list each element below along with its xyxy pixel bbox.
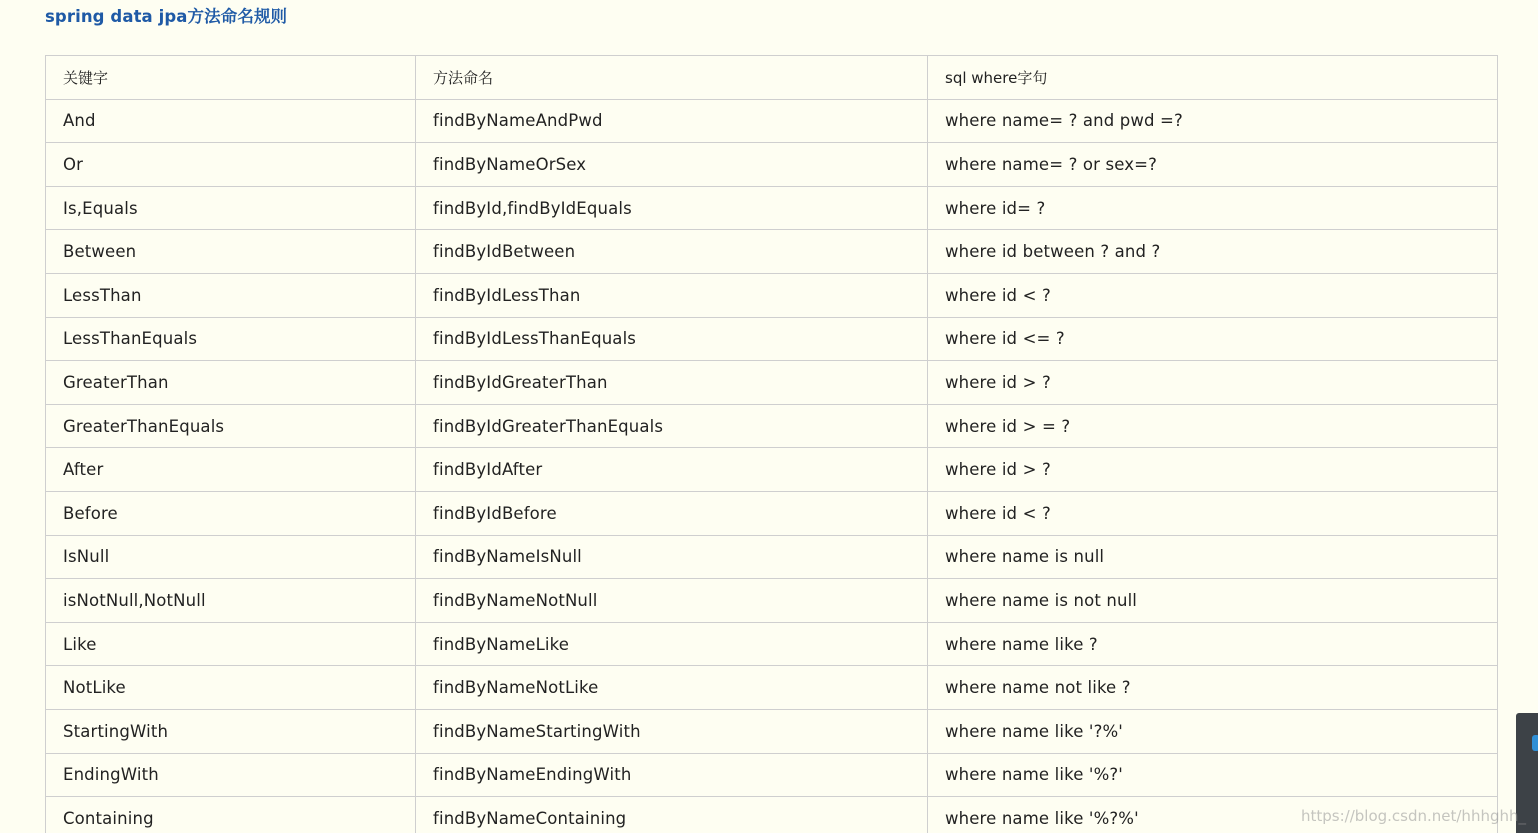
header-keyword: 关键字 <box>46 56 416 100</box>
toolbar-icon <box>1532 735 1538 751</box>
keyword-cell: Before <box>46 491 416 535</box>
sql-where-cell: where name= ? and pwd =? <box>928 99 1498 143</box>
table-header-row <box>46 56 1498 100</box>
sql-where-cell: where id between ? and ? <box>928 230 1498 274</box>
keyword-cell: Or <box>46 143 416 187</box>
sql-where-cell: where id <= ? <box>928 317 1498 361</box>
sql-where-cell: where id > = ? <box>928 404 1498 448</box>
watermark: https://blog.csdn.net/hhhghh_ <box>1300 807 1526 825</box>
table-row <box>46 143 1498 187</box>
keyword-cell: Containing <box>46 797 416 833</box>
sql-where-cell: where name is null <box>928 535 1498 579</box>
keyword-cell: LessThanEquals <box>46 317 416 361</box>
table-row <box>46 186 1498 230</box>
table-row <box>46 361 1498 405</box>
sql-where-cell: where id < ? <box>928 273 1498 317</box>
keyword-cell: And <box>46 99 416 143</box>
sql-where-cell: where name like ? <box>928 622 1498 666</box>
method-name-cell: findByIdBefore <box>416 491 928 535</box>
method-name-cell: findByIdLessThanEquals <box>416 317 928 361</box>
keyword-cell: Is,Equals <box>46 186 416 230</box>
table-row <box>46 404 1498 448</box>
sql-where-cell: where name is not null <box>928 579 1498 623</box>
table-body <box>46 99 1498 833</box>
table-row <box>46 797 1498 833</box>
sql-where-cell: where name like '?%' <box>928 709 1498 753</box>
table-row <box>46 709 1498 753</box>
method-name-cell: findByNameLike <box>416 622 928 666</box>
keyword-cell: After <box>46 448 416 492</box>
keyword-cell: GreaterThanEquals <box>46 404 416 448</box>
header-method-name: 方法命名 <box>416 56 928 100</box>
header-sql-where: sql where字句 <box>928 56 1498 100</box>
table-row <box>46 666 1498 710</box>
sql-where-cell: where id < ? <box>928 491 1498 535</box>
method-name-cell: findByIdAfter <box>416 448 928 492</box>
keyword-cell: StartingWith <box>46 709 416 753</box>
method-name-cell: findByNameAndPwd <box>416 99 928 143</box>
keyword-cell: EndingWith <box>46 753 416 797</box>
sql-where-cell: where id= ? <box>928 186 1498 230</box>
table-row <box>46 99 1498 143</box>
keyword-cell: IsNull <box>46 535 416 579</box>
method-name-cell: findByIdBetween <box>416 230 928 274</box>
table-row <box>46 535 1498 579</box>
keyword-cell: isNotNull,NotNull <box>46 579 416 623</box>
table-row <box>46 230 1498 274</box>
sql-where-cell: where name not like ? <box>928 666 1498 710</box>
method-name-cell: findByNameNotNull <box>416 579 928 623</box>
table-row <box>46 273 1498 317</box>
method-name-cell: findByNameContaining <box>416 797 928 833</box>
table-row <box>46 317 1498 361</box>
sql-where-cell: where id > ? <box>928 361 1498 405</box>
method-name-cell: findByNameNotLike <box>416 666 928 710</box>
keyword-cell: NotLike <box>46 666 416 710</box>
method-name-cell: findByIdLessThan <box>416 273 928 317</box>
method-name-cell: findById,findByIdEquals <box>416 186 928 230</box>
keyword-cell: Between <box>46 230 416 274</box>
page-title: spring data jpa方法命名规则 <box>45 7 288 26</box>
sql-where-cell: where name like '%?' <box>928 753 1498 797</box>
method-name-cell: findByNameStartingWith <box>416 709 928 753</box>
method-name-cell: findByNameEndingWith <box>416 753 928 797</box>
method-name-cell: findByIdGreaterThan <box>416 361 928 405</box>
keyword-cell: Like <box>46 622 416 666</box>
keyword-cell: GreaterThan <box>46 361 416 405</box>
table-row <box>46 448 1498 492</box>
method-name-cell: findByNameOrSex <box>416 143 928 187</box>
table-row <box>46 622 1498 666</box>
method-name-cell: findByNameIsNull <box>416 535 928 579</box>
sql-where-cell: where id > ? <box>928 448 1498 492</box>
table-row <box>46 491 1498 535</box>
sql-where-cell: where name like '%?%' <box>928 797 1498 833</box>
method-name-cell: findByIdGreaterThanEquals <box>416 404 928 448</box>
keyword-cell: LessThan <box>46 273 416 317</box>
jpa-naming-rules-table <box>45 55 1498 833</box>
table-row <box>46 579 1498 623</box>
table-row <box>46 753 1498 797</box>
sql-where-cell: where name= ? or sex=? <box>928 143 1498 187</box>
